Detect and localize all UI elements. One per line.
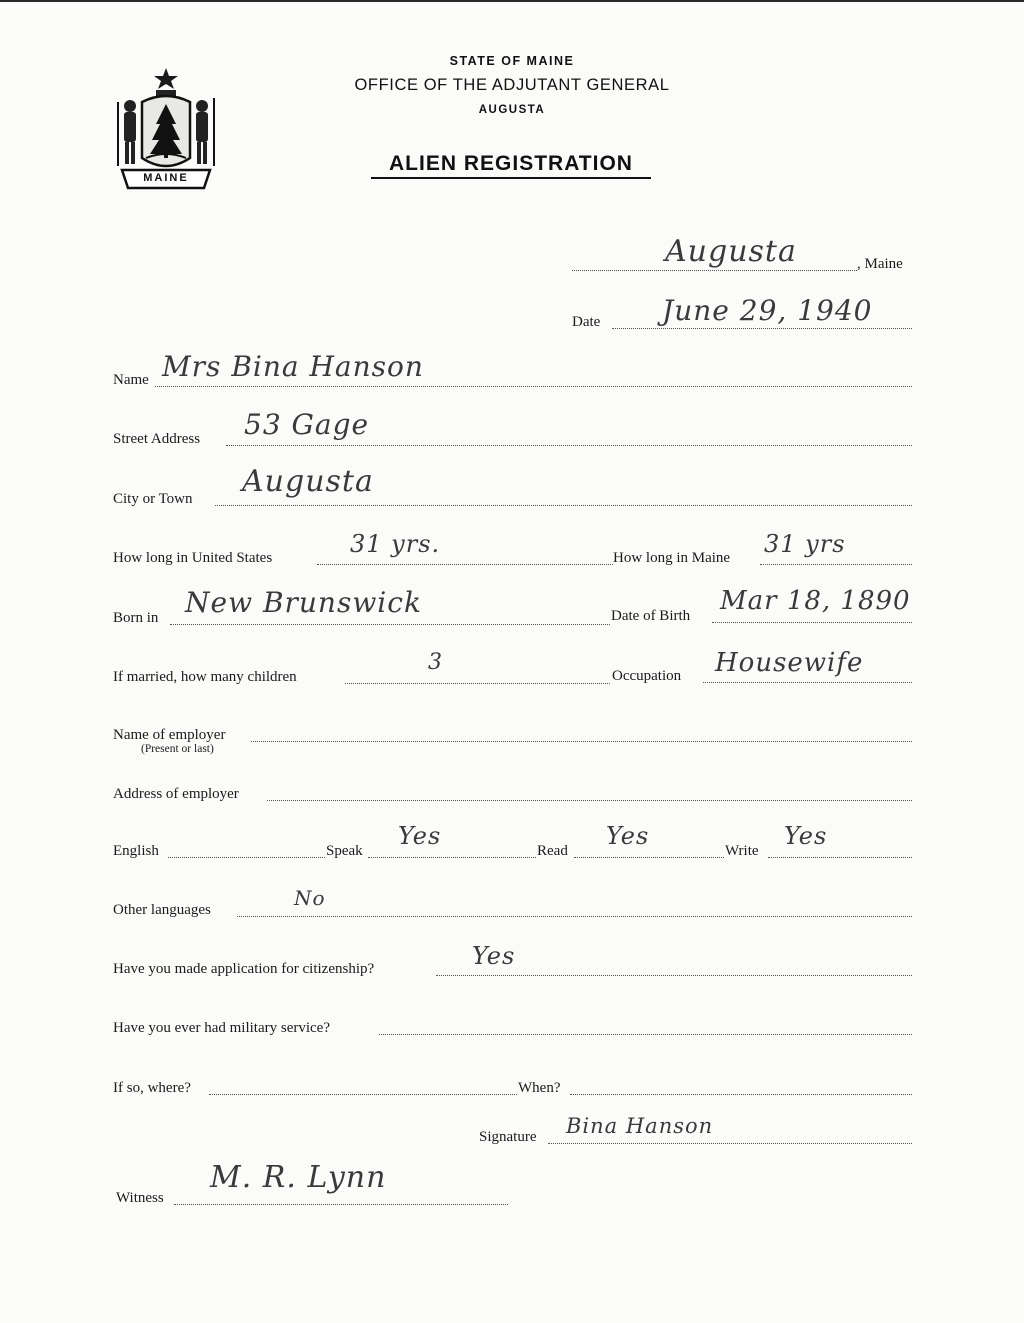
other-languages-label: Other languages [113, 902, 211, 918]
street-address-label: Street Address [113, 431, 201, 447]
name-handwritten: Mrs Bina Hanson [162, 350, 424, 383]
witness-dotted-line [174, 1204, 508, 1205]
military-service-label: Have you ever had military service? [113, 1020, 330, 1036]
street-address-dotted-line [226, 445, 912, 446]
name-dotted-line [155, 386, 912, 387]
citizenship-dotted-line [436, 975, 912, 976]
other-languages-dotted-line [237, 916, 912, 917]
other-languages-handwritten: No [294, 886, 326, 910]
children-label: If married, how many children [113, 669, 297, 685]
date-of-birth-handwritten: Mar 18, 1890 [720, 586, 911, 616]
place-dotted-line [572, 270, 857, 271]
citizenship-label: Have you made application for citizenship? [113, 961, 375, 977]
when-dotted-line [570, 1094, 912, 1095]
city-label: City or Town [113, 491, 193, 507]
maine-duration-dotted-line [760, 564, 912, 565]
children-dotted-line [345, 683, 610, 684]
maine-duration-label: How long in Maine [613, 550, 731, 566]
citizenship-handwritten: Yes [472, 942, 516, 970]
read-handwritten: Yes [606, 822, 650, 850]
speak-label: Speak [326, 843, 363, 859]
employer-address-label: Address of employer [113, 786, 239, 802]
city-handwritten: Augusta [242, 464, 374, 499]
born-in-handwritten: New Brunswick [185, 586, 422, 619]
witness-handwritten: M. R. Lynn [210, 1160, 387, 1195]
date-of-birth-dotted-line [712, 622, 912, 623]
write-dotted-line [768, 857, 912, 858]
witness-label: Witness [116, 1190, 164, 1206]
employer-name-sublabel: (Present or last) [141, 743, 214, 755]
seal-banner-text: MAINE [143, 172, 189, 184]
english-dotted-line [168, 857, 325, 858]
form-title: ALIEN REGISTRATION [371, 152, 651, 179]
occupation-handwritten: Housewife [715, 648, 864, 678]
employer-address-dotted-line [267, 800, 912, 801]
date-dotted-line [612, 328, 912, 329]
place-suffix: , Maine [857, 256, 903, 272]
english-label: English [113, 843, 159, 859]
born-in-label: Born in [113, 610, 159, 626]
read-dotted-line [574, 857, 724, 858]
state-heading: STATE OF MAINE [449, 54, 575, 68]
where-dotted-line [209, 1094, 517, 1095]
city-dotted-line [215, 505, 912, 506]
us-duration-dotted-line [317, 564, 613, 565]
signature-handwritten: Bina Hanson [566, 1114, 714, 1138]
date-label: Date [572, 314, 601, 330]
street-address-handwritten: 53 Gage [244, 408, 370, 441]
military-service-dotted-line [379, 1034, 912, 1035]
write-handwritten: Yes [784, 822, 828, 850]
name-label: Name [113, 372, 149, 388]
maine-duration-handwritten: 31 yrs [764, 530, 846, 558]
where-label: If so, where? [113, 1080, 191, 1096]
read-label: Read [537, 843, 568, 859]
signature-label: Signature [479, 1129, 537, 1145]
date-handwritten: June 29, 1940 [662, 294, 873, 327]
when-label: When? [518, 1080, 561, 1096]
us-duration-handwritten: 31 yrs. [350, 530, 441, 558]
us-duration-label: How long in United States [113, 550, 273, 566]
place-handwritten: Augusta [665, 234, 797, 269]
write-label: Write [725, 843, 759, 859]
signature-dotted-line [548, 1143, 912, 1144]
speak-dotted-line [368, 857, 536, 858]
city-heading: AUGUSTA [478, 104, 546, 116]
born-in-dotted-line [170, 624, 610, 625]
speak-handwritten: Yes [398, 822, 442, 850]
date-of-birth-label: Date of Birth [611, 608, 691, 624]
children-handwritten: 3 [428, 650, 443, 675]
employer-name-label: Name of employer [113, 727, 226, 743]
occupation-dotted-line [703, 682, 912, 683]
office-heading: OFFICE OF THE ADJUTANT GENERAL [354, 76, 670, 94]
occupation-label: Occupation [612, 668, 682, 684]
employer-name-dotted-line [251, 741, 912, 742]
